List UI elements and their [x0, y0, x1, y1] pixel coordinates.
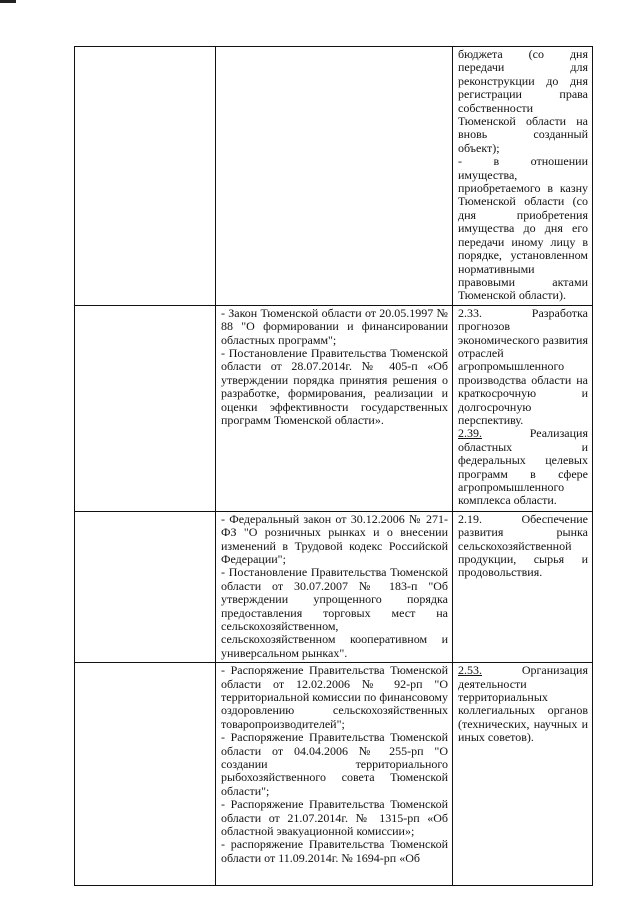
document-table [74, 46, 593, 886]
activity-code: 2.39. [458, 426, 482, 441]
table-row [75, 47, 593, 306]
cell-activities [453, 511, 593, 662]
activity-text: бюджета (со дня передачи для реконструкции до дня регистрации права собственности Тюменской области на вновь созданный объект); [458, 47, 588, 155]
activity-code: 2.53. [458, 663, 482, 678]
law-reference: - Распоряжение Правительства Тюменской области от 21.07.2014г. № 1315-рп «Об областной эвакуационной комиссии»; [221, 797, 448, 839]
law-reference: - Закон Тюменской области от 20.05.1997 № 88 "О формировании и финансировании областных программ"; [221, 305, 448, 347]
activity-text: Реализация областных и федеральных целевых программ в сфере агропромышленного комплекса области. [458, 426, 588, 508]
activity-code: 2.33. [458, 305, 482, 320]
cell-laws [216, 47, 453, 306]
activity-text: - в отношении имущества, приобретаемого в казну Тюменской области (со дня приобретения имущества до дня его передачи иному лицу в порядке, установленном нормативными правовыми актами Тюменской области). [458, 154, 588, 303]
activity-item [458, 513, 588, 580]
law-reference: - Федеральный закон от 30.12.2006 № 271-ФЗ "О розничных рынках и о внесении изменений в Трудовой кодекс Российской Федерации"; [221, 511, 448, 566]
law-reference: - Постановление Правительства Тюменской области от 30.07.2007 № 183-п "Об утверждении упрощенного порядка предоставления торговых мест на сельскохозяйственном, сельскохозяйственном кооперативном и универсальном рынках". [221, 565, 448, 660]
law-reference: - Постановление Правительства Тюменской области от 28.07.2014г. № 405-п «Об утверждении порядка принятия решения о разработке, формирования, реализации и оценки эффективности государственных программ Тюменской области». [221, 345, 448, 427]
scan-corner-mark [0, 0, 16, 3]
cell-laws [216, 305, 453, 511]
cell-laws [216, 511, 453, 662]
activity-text: Разработка прогнозов экономического развития отраслей агропромышленного производства области на краткосрочную и долгосрочную перспективу. [458, 305, 588, 427]
cell-activities [453, 305, 593, 511]
activity-code: 2.19. [458, 511, 482, 526]
activity-item [458, 664, 588, 744]
law-reference: - Распоряжение Правительства Тюменской области от 12.02.2006 № 92-рп "О территориальной комиссии по финансовому оздоровлению сельскохозяйственных товаропроизводителей"; [221, 663, 448, 731]
activity-item [458, 427, 588, 507]
law-reference: - распоряжение Правительства Тюменской области от 11.09.2014г. № 1694-рп «Об [221, 837, 448, 865]
law-reference: - Распоряжение Правительства Тюменской области от 04.04.2006 № 255-рп "О создании территориального рыбохозяйственного совета Тюменской области"; [221, 730, 448, 798]
cell-empty [75, 305, 216, 511]
cell-activities [453, 47, 593, 306]
cell-empty [75, 47, 216, 306]
cell-empty [75, 511, 216, 662]
cell-empty [75, 663, 216, 886]
activity-item [458, 307, 588, 428]
table-row [75, 305, 593, 511]
activity-text: Обеспечение развития рынка сельскохозяйственной продукции, сырья и продовольствия. [458, 511, 588, 580]
table-row [75, 663, 593, 886]
activity-text: Организация деятельности территориальных коллегиальных органов (технических, научных и иных советов). [458, 663, 588, 745]
table-row [75, 511, 593, 662]
cell-activities [453, 663, 593, 886]
cell-laws [216, 663, 453, 886]
